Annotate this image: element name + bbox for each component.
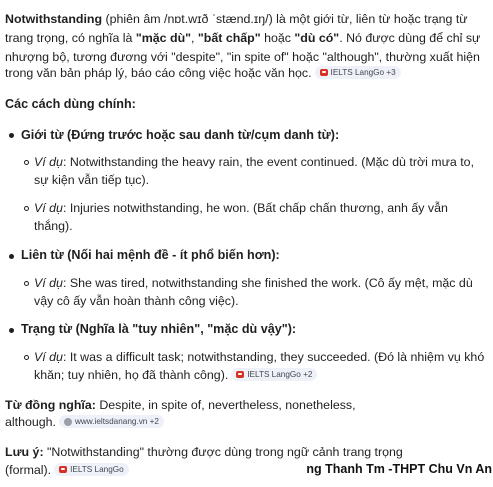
meaning-2: "bất chấp" — [197, 31, 261, 45]
synonyms-text: although. — [5, 415, 56, 429]
note-label: Lưu ý: — [5, 445, 44, 459]
sub-bullet-icon — [24, 281, 29, 286]
example-text: khăn; tuy nhiên, họ đã thành công). — [34, 368, 229, 382]
example-line — [34, 199, 448, 218]
intro-line-1 — [5, 10, 468, 29]
example-line: thắng). — [34, 219, 73, 233]
separator: , — [191, 31, 198, 45]
langgo-logo-icon — [236, 371, 244, 378]
example-line — [34, 348, 484, 367]
separator: hoặc — [260, 31, 295, 45]
meaning-1: "mặc dù" — [135, 31, 192, 45]
synonyms-label: Từ đồng nghĩa: — [5, 398, 96, 412]
example-label: Ví dụ — [34, 155, 63, 169]
intro-line-2 — [5, 29, 480, 48]
globe-icon — [64, 418, 72, 426]
usage-heading: Các cách dùng chính: — [5, 97, 136, 111]
example-label: Ví dụ — [34, 201, 63, 215]
intro-text: trong văn bản pháp lý, báo cáo công việc hoặc văn học. — [5, 66, 312, 80]
note-line-1 — [5, 443, 403, 462]
meaning-3: "dù có" — [294, 31, 340, 45]
source-chip-label: IELTS LangGo — [70, 465, 124, 475]
example-line — [34, 274, 473, 293]
source-chip-label: www.ieltsdanang.vn +2 — [74, 417, 159, 427]
bullet-icon — [9, 328, 14, 333]
example-line: sự kiện vẫn tiếp tục). — [34, 173, 150, 187]
section-title-conjunction: Liên từ (Nối hai mệnh đề - ít phổ biến hơn): — [21, 248, 280, 262]
intro-text: . Nó được dùng để chỉ sự — [339, 31, 481, 45]
example-label: Ví dụ — [34, 350, 63, 364]
synonyms-line-2 — [5, 413, 164, 432]
source-chip-label: IELTS LangGo +2 — [247, 370, 313, 380]
source-chip[interactable] — [231, 368, 317, 381]
note-line-2 — [5, 461, 129, 480]
intro-text: trang trọng, có nghĩa là — [5, 31, 136, 45]
source-chip[interactable] — [54, 463, 129, 476]
example-text: : It was a difficult task; notwithstanding, they succeeded. (Đó là nhiệm vụ khó — [62, 350, 485, 364]
example-line — [34, 366, 317, 385]
langgo-logo-icon — [320, 69, 328, 76]
source-chip[interactable] — [59, 415, 164, 428]
example-line — [34, 153, 474, 172]
note-text: (formal). — [5, 463, 52, 477]
langgo-logo-icon — [59, 466, 67, 473]
watermark: ng Thanh Tm -THPT Chu Vn An — [306, 462, 492, 476]
bullet-icon — [9, 133, 14, 138]
section-title-preposition: Giới từ (Đứng trước hoặc sau danh từ/cụm danh từ): — [21, 128, 340, 142]
intro-text: (phiên âm /nɒt.wɪð ˈstænd.ɪŋ/) là một giới từ, liên từ hoặc trạng từ — [102, 12, 468, 26]
example-text: : She was tired, notwithstanding she finished the work. (Cô ấy mệt, mặc dù — [62, 276, 473, 290]
example-label: Ví dụ — [34, 276, 63, 290]
intro-line-3: nhượng bộ, tương đương với "despite", "in spite of" hoặc "although", thường xuất hiện — [5, 50, 480, 64]
sub-bullet-icon — [24, 355, 29, 360]
source-chip[interactable] — [315, 66, 401, 79]
source-chip-label: IELTS LangGo +3 — [330, 68, 396, 78]
synonyms-text: Despite, in spite of, nevertheless, nonetheless, — [95, 398, 356, 412]
note-text: "Notwithstanding" thường được dùng trong ngữ cảnh trang trọng — [43, 445, 403, 459]
intro-line-4 — [5, 64, 401, 83]
term: Notwithstanding — [5, 12, 103, 26]
section-title-adverb: Trạng từ (Nghĩa là "tuy nhiên", "mặc dù vậy"): — [21, 322, 297, 336]
sub-bullet-icon — [24, 160, 29, 165]
example-text: : Injuries notwithstanding, he won. (Bất chấp chấn thương, anh ấy vẫn — [62, 201, 448, 215]
bullet-icon — [9, 254, 14, 259]
example-text: : Notwithstanding the heavy rain, the event continued. (Mặc dù trời mưa to, — [62, 155, 475, 169]
sub-bullet-icon — [24, 206, 29, 211]
example-line: vậy cô ấy vẫn hoàn thành công việc). — [34, 294, 239, 308]
